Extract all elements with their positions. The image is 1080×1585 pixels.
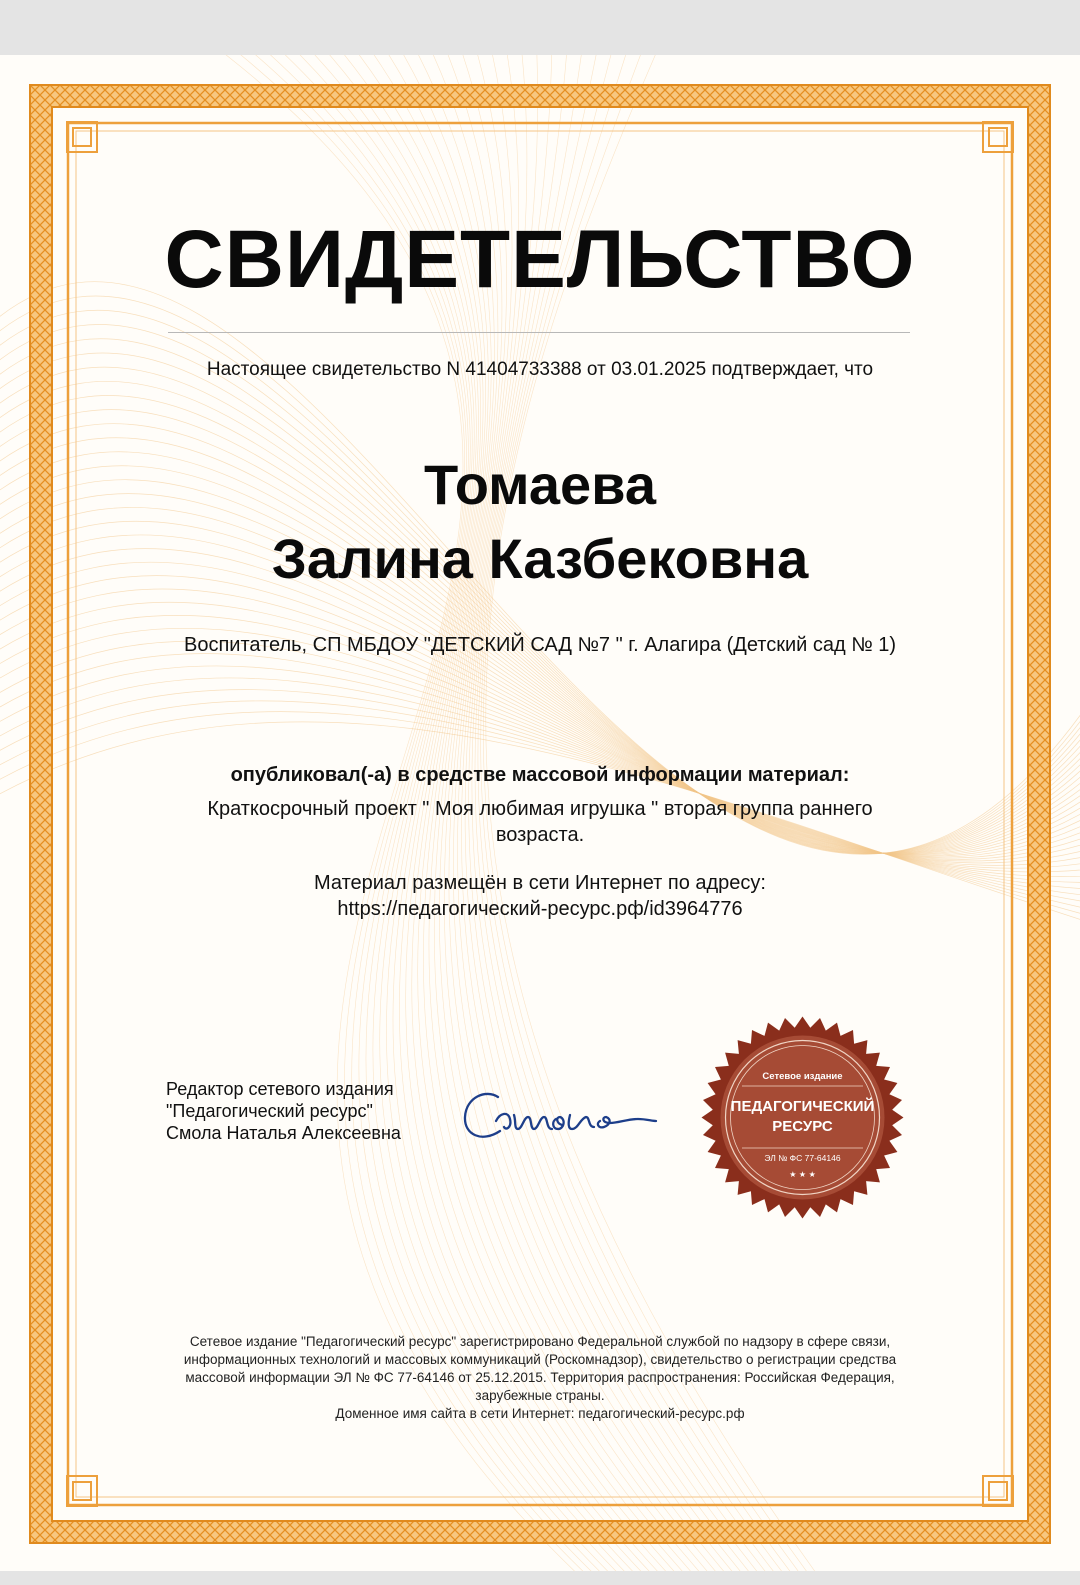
editor-signature <box>460 1075 670 1155</box>
top-margin-bar <box>0 0 1080 55</box>
legal-footer <box>165 1333 915 1423</box>
url-label: Материал размещён в сети Интернет по адресу: <box>314 872 766 894</box>
editor-line-3: Смола Наталья Алексеевна <box>166 1123 401 1143</box>
seal-stars: ★ ★ ★ <box>789 1170 816 1179</box>
recipient-name <box>0 448 1080 596</box>
material-url[interactable]: https://педагогический-ресурс.рф/id3964776 <box>337 898 743 920</box>
material-title: Краткосрочный проект " Моя любимая игрушка " вторая группа раннего возраста. <box>207 798 873 846</box>
recipient-surname: Томаева <box>424 453 656 516</box>
bottom-margin-bar <box>0 1571 1080 1585</box>
certificate-page <box>0 55 1080 1571</box>
seal-registration: ЭЛ № ФС 77-64146 <box>764 1153 841 1163</box>
seal-name-line-2: РЕСУРС <box>772 1118 833 1135</box>
publisher-seal <box>700 1015 905 1220</box>
seal-name-line-1: ПЕДАГОГИЧЕСКИЙ <box>730 1098 875 1115</box>
published-label: опубликовал(-а) в средстве массовой информации материал: <box>230 764 850 786</box>
footer-registration-text: Сетевое издание "Педагогический ресурс" зарегистрировано Федеральной службой по надзору в сфере связи, информационных технологий и массовых коммуникаций (Роскомнадзор), свидетельство о регистрации средства массовой информации ЭЛ № ФС 77-64146 от 25.12.2015. Территория распространения: Российская Федерация, зарубежные страны. <box>183 1334 897 1403</box>
title-divider <box>168 332 910 333</box>
recipient-given-names: Залина Казбековна <box>271 527 809 590</box>
certificate-number-line: Настоящее свидетельство N 41404733388 от 03.01.2025 подтверждает, что <box>206 359 874 380</box>
material-url-block <box>170 870 910 922</box>
seal-top-text: Сетевое издание <box>762 1071 843 1082</box>
recipient-position: Воспитатель, СП МБДОУ "ДЕТСКИЙ САД №7 " г. Алагира (Детский сад № 1) <box>183 634 897 656</box>
footer-domain-line: Доменное имя сайта в сети Интернет: педагогический-ресурс.рф <box>335 1406 745 1421</box>
certificate-title: СВИДЕТЕЛЬСТВО <box>164 214 916 305</box>
editor-block <box>166 1078 466 1144</box>
editor-line-2: "Педагогический ресурс" <box>166 1101 373 1121</box>
editor-line-1: Редактор сетевого издания <box>166 1079 394 1099</box>
